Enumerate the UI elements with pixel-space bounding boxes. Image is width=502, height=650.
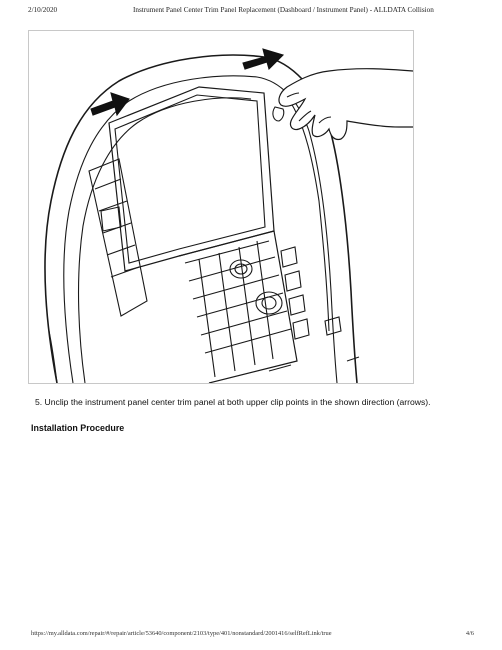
page-header: [28, 6, 474, 18]
procedure-illustration: [28, 30, 414, 384]
center-stack: [179, 231, 297, 383]
source-url: https://my.alldata.com/repair/#/repair/article/53640/component/2103/type/401/nonstandard/2001416/selfRefLink/true: [31, 630, 332, 637]
left-vent: [89, 159, 147, 316]
section-heading: Installation Procedure: [31, 423, 125, 433]
technician-hand: [279, 69, 413, 140]
clip-arrow-left: [91, 93, 129, 115]
page-number: 4/6: [465, 630, 474, 637]
control-knob-lower: [256, 292, 282, 314]
display-screen: [109, 87, 274, 271]
step-instruction: 5. Unclip the instrument panel center trim panel at both upper clip points in the shown direction (arrows).: [35, 397, 431, 407]
document-title: Instrument Panel Center Trim Panel Replacement (Dashboard / Instrument Panel) - ALLDATA Collision: [133, 6, 434, 14]
clip-arrow-right: [243, 49, 283, 69]
page-footer: [31, 630, 474, 640]
print-date: 2/10/2020: [28, 6, 58, 14]
